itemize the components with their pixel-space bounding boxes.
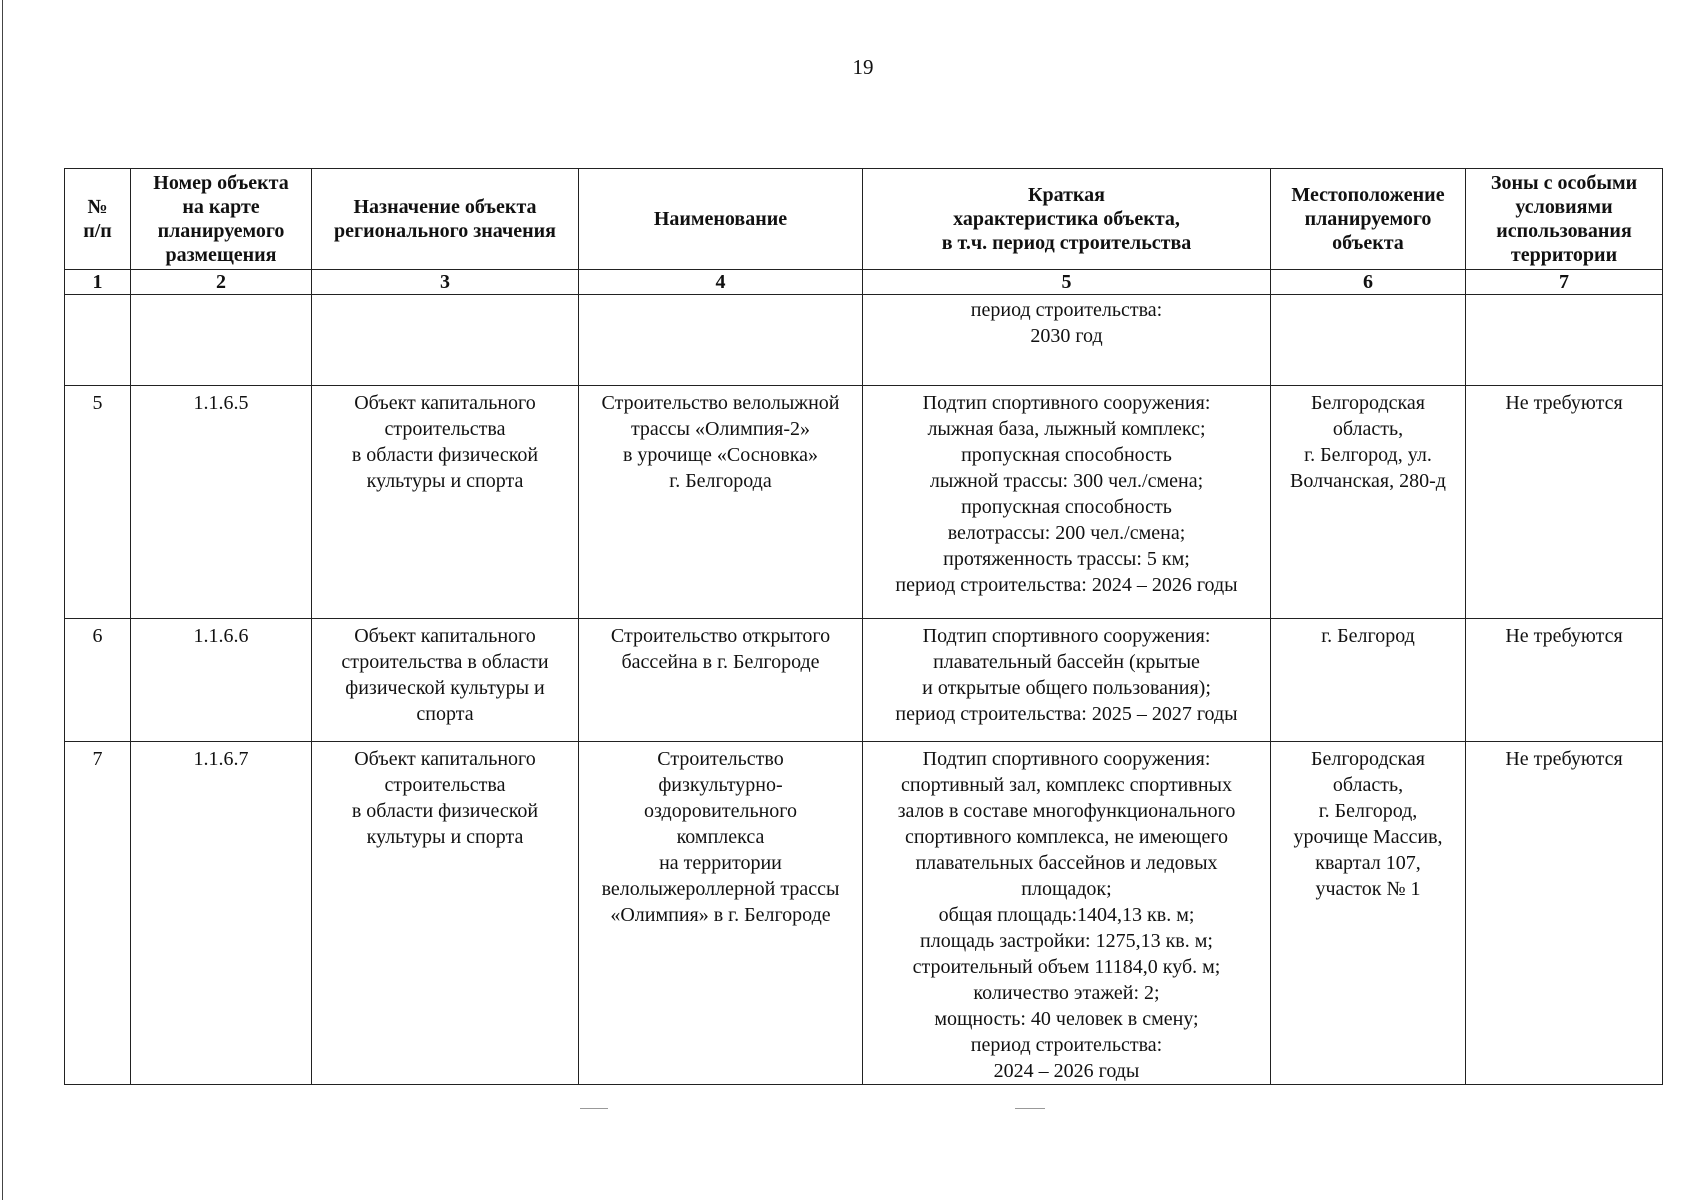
cell-number: 6	[65, 619, 131, 742]
cell-name: Строительство открытого бассейна в г. Белгороде	[579, 619, 863, 742]
column-number: 4	[579, 270, 863, 295]
cell-number	[65, 295, 131, 386]
table-row	[65, 386, 1663, 619]
cell-location	[1271, 295, 1466, 386]
header-name: Наименование	[579, 169, 863, 270]
header-number: № п/п	[65, 169, 131, 270]
cell-number: 5	[65, 386, 131, 619]
header-zones: Зоны с особыми условиями использования территории	[1466, 169, 1663, 270]
header-map-number: Номер объекта на карте планируемого размещения	[131, 169, 312, 270]
cell-location: Белгородская область, г. Белгород, ул. Волчанская, 280-д	[1271, 386, 1466, 619]
table-row	[65, 295, 1663, 386]
header-location: Местоположение планируемого объекта	[1271, 169, 1466, 270]
cell-characteristics: период строительства: 2030 год	[863, 295, 1271, 386]
cell-map-number: 1.1.6.5	[131, 386, 312, 619]
header-characteristics: Краткая характеристика объекта, в т.ч. период строительства	[863, 169, 1271, 270]
cell-name	[579, 295, 863, 386]
cell-purpose: Объект капитального строительства в области физической культуры и спорта	[312, 742, 579, 1085]
cell-name: Строительство физкультурно- оздоровительного комплекса на территории велолыжероллерной трассы «Олимпия» в г. Белгороде	[579, 742, 863, 1085]
page-number: 19	[852, 55, 874, 79]
column-number: 3	[312, 270, 579, 295]
cell-zones: Не требуются	[1466, 742, 1663, 1085]
column-number: 5	[863, 270, 1271, 295]
scan-artifact	[580, 1108, 608, 1109]
header-purpose: Назначение объекта регионального значения	[312, 169, 579, 270]
column-numbers-row	[65, 270, 1663, 295]
cell-map-number	[131, 295, 312, 386]
cell-number: 7	[65, 742, 131, 1085]
column-number: 7	[1466, 270, 1663, 295]
column-number: 2	[131, 270, 312, 295]
cell-location: Белгородская область, г. Белгород, урочище Массив, квартал 107, участок № 1	[1271, 742, 1466, 1085]
cell-characteristics: Подтип спортивного сооружения: плавательный бассейн (крытые и открытые общего пользования); период строительства: 2025 – 2027 годы	[863, 619, 1271, 742]
objects-table	[64, 168, 1663, 1085]
cell-characteristics: Подтип спортивного сооружения: спортивный зал, комплекс спортивных залов в составе многофункционального спортивного комплекса, не имеющего плавательных бассейнов и ледовых площадок; общая площадь:1404,13 кв. м; площадь застройки: 1275,13 кв. м; строительный объем 11184,0 куб. м; количество этажей: 2; мощность: 40 человек в смену; период строительства: 2024 – 2026 годы	[863, 742, 1271, 1085]
scan-artifact	[1015, 1108, 1045, 1109]
cell-name: Строительство велолыжной трассы «Олимпия-2» в урочище «Сосновка» г. Белгорода	[579, 386, 863, 619]
cell-location: г. Белгород	[1271, 619, 1466, 742]
header-row	[65, 169, 1663, 270]
cell-zones	[1466, 295, 1663, 386]
cell-purpose: Объект капитального строительства в области физической культуры и спорта	[312, 619, 579, 742]
column-number: 6	[1271, 270, 1466, 295]
page-edge	[2, 0, 3, 1200]
cell-zones: Не требуются	[1466, 386, 1663, 619]
cell-map-number: 1.1.6.6	[131, 619, 312, 742]
cell-purpose	[312, 295, 579, 386]
cell-purpose: Объект капитального строительства в области физической культуры и спорта	[312, 386, 579, 619]
table-row	[65, 619, 1663, 742]
cell-zones: Не требуются	[1466, 619, 1663, 742]
cell-map-number: 1.1.6.7	[131, 742, 312, 1085]
table-row	[65, 742, 1663, 1085]
column-number: 1	[65, 270, 131, 295]
cell-characteristics: Подтип спортивного сооружения: лыжная база, лыжный комплекс; пропускная способность лыжной трассы: 300 чел./смена; пропускная способность велотрассы: 200 чел./смена; протяженность трассы: 5 км; период строительства: 2024 – 2026 годы	[863, 386, 1271, 619]
